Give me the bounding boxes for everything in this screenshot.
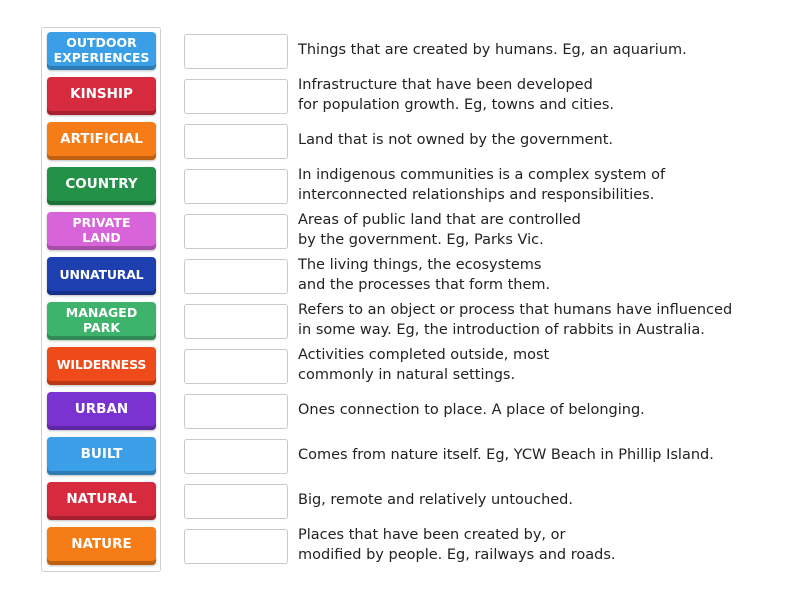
drop-slot-3[interactable] [184,124,288,159]
tile-managed-park[interactable]: MANAGED PARK [47,302,156,340]
description-7: Refers to an object or process that humans have influenced in some way. Eg, the introduction of rabbits in Australia. [298,302,733,338]
tile-private-land[interactable]: PRIVATE LAND [47,212,156,250]
drop-slot-1[interactable] [184,34,288,69]
tile-natural[interactable]: NATURAL [47,482,156,520]
description-4: In indigenous communities is a complex system of interconnected relationships and responsibilities. [298,167,666,203]
description-10: Comes from nature itself. Eg, YCW Beach in Phillip Island. [298,447,714,463]
drop-slot-4[interactable] [184,169,288,204]
description-6: The living things, the ecosystems and the processes that form them. [298,257,551,293]
tile-wilderness[interactable]: WILDERNESS [47,347,156,385]
drop-slot-9[interactable] [184,394,288,429]
description-2: Infrastructure that have been developed for population growth. Eg, towns and cities. [298,77,615,113]
tile-built[interactable]: BUILT [47,437,156,475]
drop-slot-11[interactable] [184,484,288,519]
tile-nature[interactable]: NATURE [47,527,156,565]
tile-artificial[interactable]: ARTIFICIAL [47,122,156,160]
description-8: Activities completed outside, most commonly in natural settings. [298,347,550,383]
description-3: Land that is not owned by the government. [298,132,614,148]
tile-outdoor-experiences[interactable]: OUTDOOR EXPERIENCES [47,32,156,70]
drop-slot-2[interactable] [184,79,288,114]
tile-urban[interactable]: URBAN [47,392,156,430]
drop-slot-6[interactable] [184,259,288,294]
drop-slot-10[interactable] [184,439,288,474]
drop-slot-5[interactable] [184,214,288,249]
drop-slot-7[interactable] [184,304,288,339]
tile-unnatural[interactable]: UNNATURAL [47,257,156,295]
description-1: Things that are created by humans. Eg, an aquarium. [298,42,687,58]
description-11: Big, remote and relatively untouched. [298,492,573,508]
description-12: Places that have been created by, or modified by people. Eg, railways and roads. [298,527,616,563]
drop-slot-8[interactable] [184,349,288,384]
drop-slot-12[interactable] [184,529,288,564]
tile-country[interactable]: COUNTRY [47,167,156,205]
description-5: Areas of public land that are controlled by the government. Eg, Parks Vic. [298,212,581,248]
description-9: Ones connection to place. A place of belonging. [298,402,645,418]
tile-kinship[interactable]: KINSHIP [47,77,156,115]
